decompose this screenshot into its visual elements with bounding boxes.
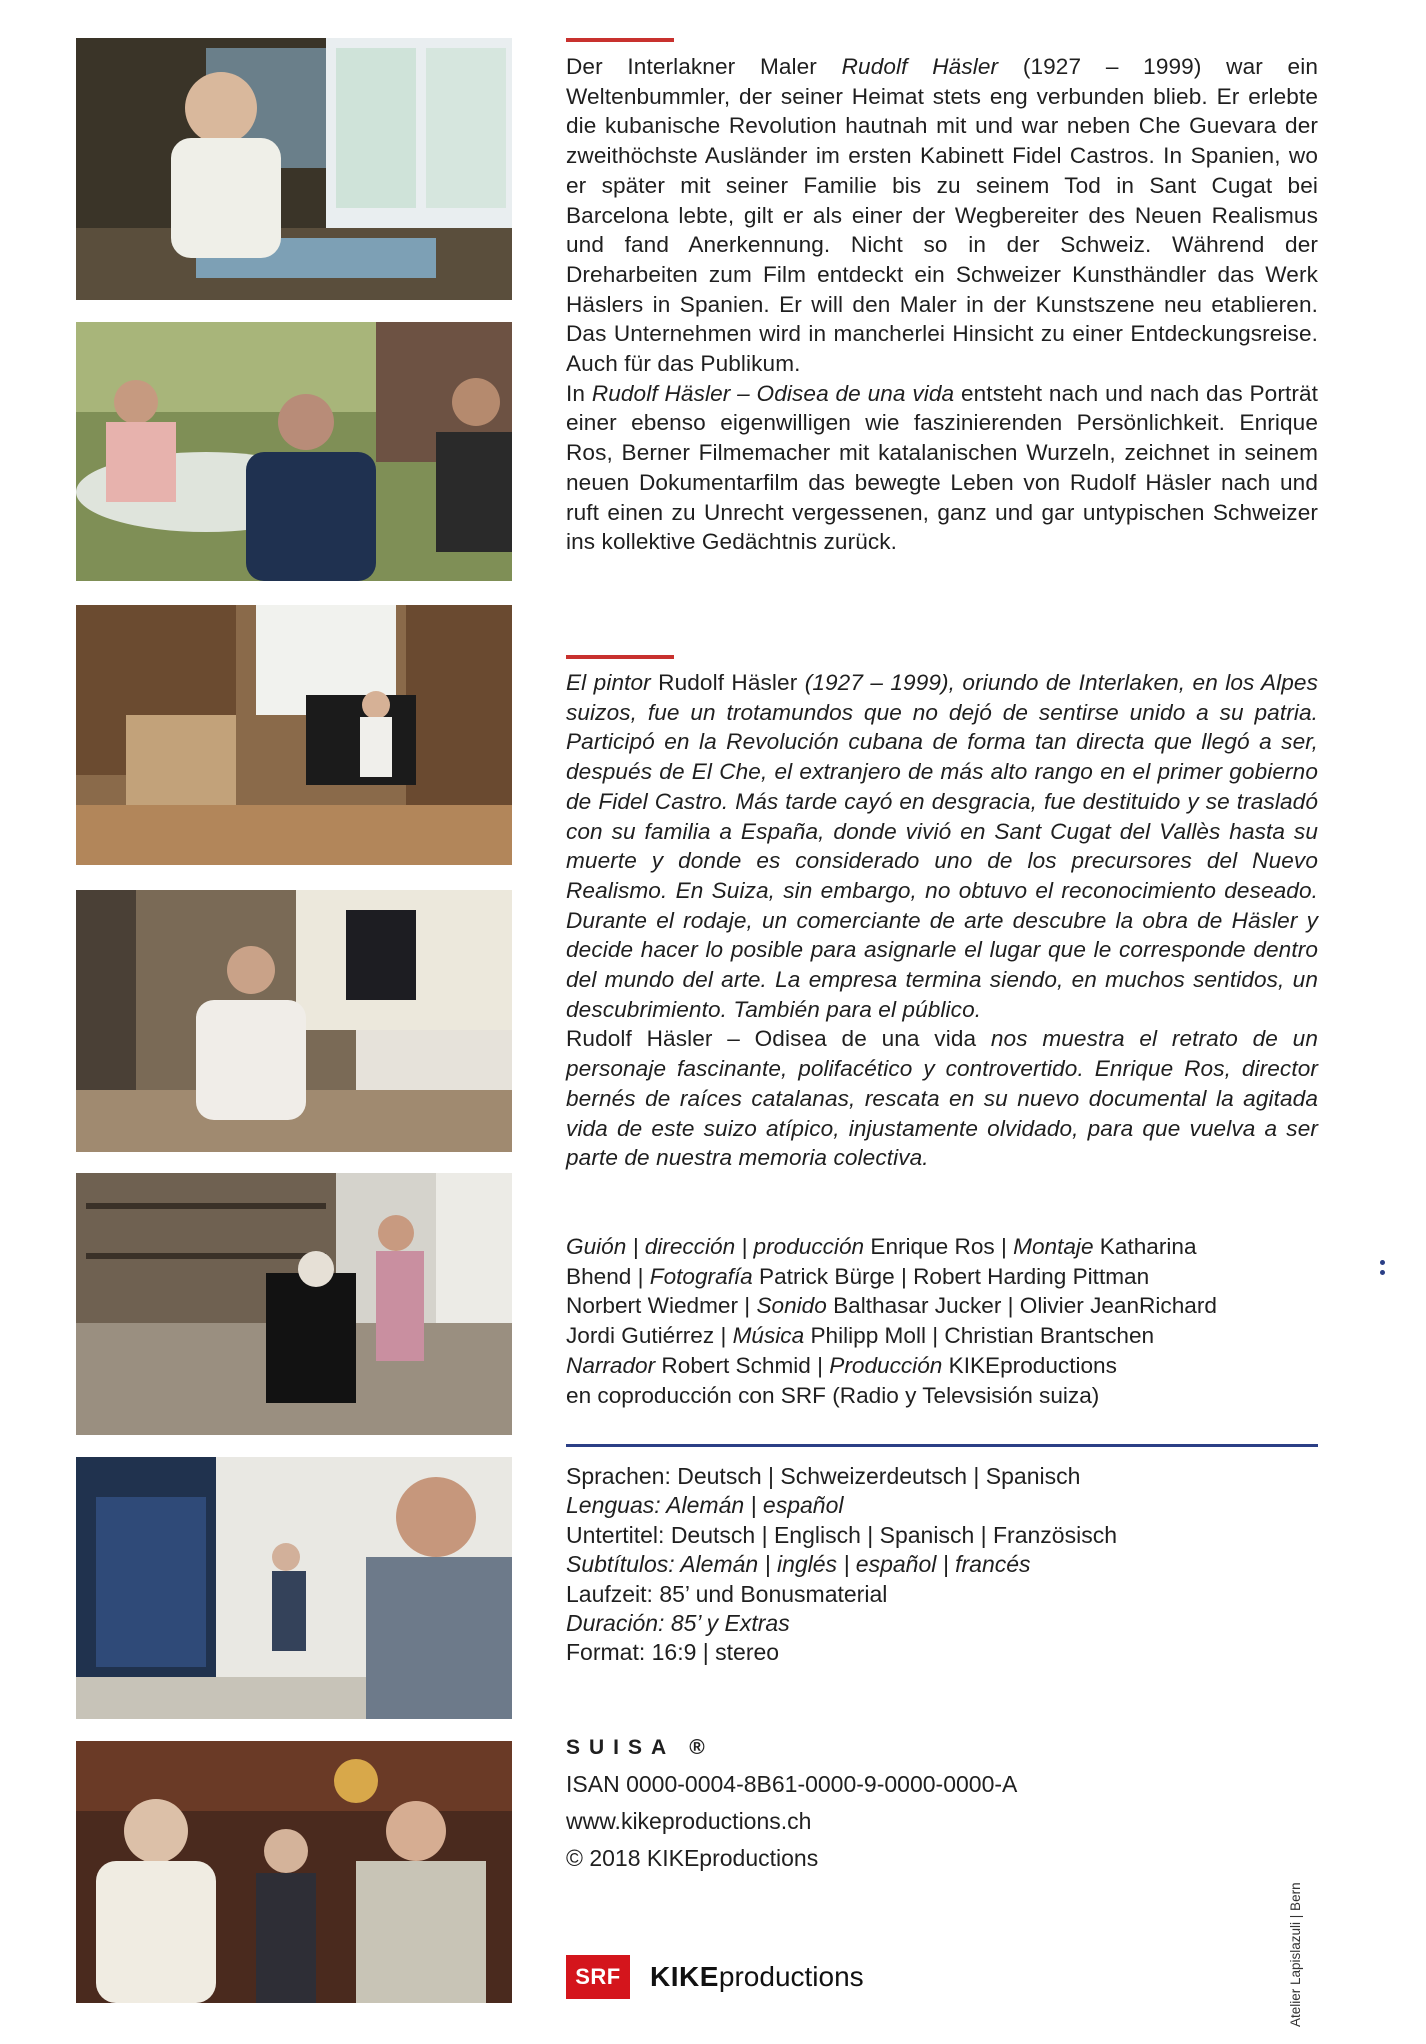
spanish-text-block [566,668,1318,1173]
credit-run: Philipp Moll | Christian Brantschen [804,1323,1155,1349]
technical-info-line: Duración: 85’ y Extras [566,1610,790,1637]
german-paragraph-2 [566,379,1318,557]
technical-info-line: Untertitel: Deutsch | Englisch | Spanisch | Französisch [566,1521,1117,1548]
men-examining-painting-photo [76,1457,512,1719]
website-link[interactable]: www.kikeproductions.ch [566,1808,812,1834]
german-paragraph-1-run: Rudolf Häsler [841,54,999,79]
spanish-paragraph-1-run: (1927 – 1999), oriundo de Interlaken, en los Alpes suizos, fue un trotamundos que no dejó de sentirse unido a su patria. Participó en la Revolución cubana de forma tan directa que llegó a ser, después de El Che, el extranjero de más alto rango en el primer gobierno de Fidel Castro. Más tarde cayó en desgracia, fue destituido y se trasladó con su familia a España, donde vivió en Sant Cugat del Vallès hasta su muerte y donde es considerado uno de los precursores del Nuevo Realismo. En Suiza, sin embargo, no obtuvo el reconocimiento deseado. Durante el rodaje, un comerciante de arte descubre la obra de Häsler y decide hacer lo posible para asignarle el lugar que le corresponde dentro del mundo del arte. La empresa termina siendo, en muchos sentidos, un descubrimiento. También para el público. [566,670,1318,1022]
credit-run: Producción [829,1352,943,1378]
credit-line [566,1381,1318,1411]
credit-run: Katharina [1093,1234,1197,1259]
logos-row [566,1954,864,2000]
accent-bar-german [566,38,674,42]
vertical-design-credit: Atelier Lapislazuli | Bern [1288,1882,1303,2027]
divider-rule [566,1444,1318,1447]
technical-info-line: Subtítulos: Alemán | inglés | español | francés [566,1551,1031,1578]
german-paragraph-2-run: Rudolf Häsler – Odisea de una vida [591,380,955,406]
woman-at-piano-photo [76,605,512,865]
spanish-paragraph-2 [566,1024,1318,1173]
technical-info-line: Lenguas: Alemán | español [566,1492,844,1519]
technical-info-line: Format: 16:9 | stereo [566,1639,780,1666]
credits-block [566,1232,1318,1410]
credit-run: Robert Schmid | [655,1352,830,1378]
credit-line [566,1321,1318,1351]
credit-run: Montaje [1013,1234,1094,1259]
technical-info-block [566,1462,1318,1668]
garden-table-viva-la-poesia-photo [76,322,512,581]
german-paragraph-2-run: In [566,380,592,406]
technical-info-line: Laufzeit: 85’ und Bonusmaterial [566,1580,888,1607]
german-paragraph-1-run: Der Interlakner Maler [566,54,842,79]
rights-block [566,1736,1318,1877]
credit-line [566,1291,1318,1321]
german-paragraph-2-run: entsteht nach und nach das Porträt einer ebenso eigenwilligen wie faszinierenden Persönlichkeit. Enrique Ros, Berner Filmemacher mit katalanischen Wurzeln, zeichnet in seinem neuen Dokumentarfilm das bewegte Leben von Rudolf Häsler nach und ruft einen zu Unrecht vergessenen, ganz und gar untypischen Schweizer ins kollektive Gedächtnis zurück. [566,380,1318,555]
credit-run: Música [732,1323,805,1349]
spanish-paragraph-1 [566,668,1318,1024]
credit-run: KIKEproductions [942,1352,1117,1378]
credit-line [566,1232,1318,1262]
technical-info-lines [566,1462,1318,1668]
dot [1380,1260,1385,1265]
elderly-woman-seated-photo [76,890,512,1152]
credits-lines [566,1232,1318,1410]
credit-run: Guión | dirección | producción [566,1234,865,1259]
kike-logo-rest: productions [718,1961,864,1992]
decorative-dots [1380,1260,1386,1280]
german-text-block [566,52,1318,557]
spanish-paragraph-2-run: nos muestra el retrato de un personaje fascinante, polifacético y controvertido. Enrique Ros, director bernés de raíces catalanas, rescata en su nuevo documental la agitada vida de este suizo atípico, injustamente olvidado, para que vuelva a ser parte de nuestra memoria colectiva. [566,1026,1318,1171]
german-paragraph-1 [566,52,1318,379]
credit-run: Balthasar Jucker | Olivier JeanRichard [826,1293,1217,1319]
suisa-label: SUISA ® [566,1736,714,1759]
spanish-paragraph-1-run: Rudolf Häsler [658,670,798,695]
accent-bar-spanish [566,655,674,659]
isan-number: ISAN 0000-0004-8B61-0000-9-0000-0000-A [566,1771,1018,1797]
kike-logo-bold: KIKE [650,1961,719,1992]
spanish-paragraph-1-run: El pintor [566,670,659,695]
credit-run: en coproducción con SRF (Radio y Televsisión suiza) [566,1382,1100,1408]
technical-info-line: Sprachen: Deutsch | Schweizerdeutsch | Spanisch [566,1463,1081,1489]
painter-at-easel-photo [76,38,512,300]
credit-run: Bhend | [566,1263,650,1289]
credit-run: Enrique Ros | [864,1234,1014,1259]
credit-run: Sonido [756,1293,827,1319]
credit-run: Fotografía [649,1263,753,1289]
srf-logo: SRF [566,1955,630,1999]
copyright-notice: © 2018 KIKEproductions [566,1845,819,1871]
dot [1380,1270,1385,1275]
kikeproductions-logo [650,1961,864,1993]
credit-run: Jordi Gutiérrez | [566,1323,733,1349]
meeting-with-pope-photo [76,1741,512,2003]
credit-run: Patrick Bürge | Robert Harding Pittman [752,1263,1150,1289]
credit-line [566,1262,1318,1292]
credit-run: Norbert Wiedmer | [566,1293,757,1319]
credit-run: Narrador [566,1352,656,1378]
barber-shop-photo [76,1173,512,1435]
spanish-paragraph-2-run: Rudolf Häsler – Odisea de una vida [566,1026,977,1052]
german-paragraph-1-run: (1927 – 1999) war ein Weltenbummler, der seiner Heimat stets eng verbunden blieb. Er erlebte die kubanische Revolution hautnah mit und war neben Che Guevara der zweithöchste Ausländer im ersten Kabinett Fidel Castros. In Spanien, wo er später mit seiner Familie bis zu seinem Tod in Sant Cugat bei Barcelona lebte, gilt er als einer der Wegbereiter des Neuen Realismus und fand Anerkennung. Nicht so in der Schweiz. Während der Dreharbeiten zum Film entdeckt ein Schweizer Kunsthändler das Werk Häslers in Spanien. Er will den Maler in der Kunstszene neu etablieren. Das Unternehmen wird in mancherlei Hinsicht zu einer Entdeckungsreise. Auch für das Publikum. [566,54,1319,377]
credit-line [566,1351,1318,1381]
